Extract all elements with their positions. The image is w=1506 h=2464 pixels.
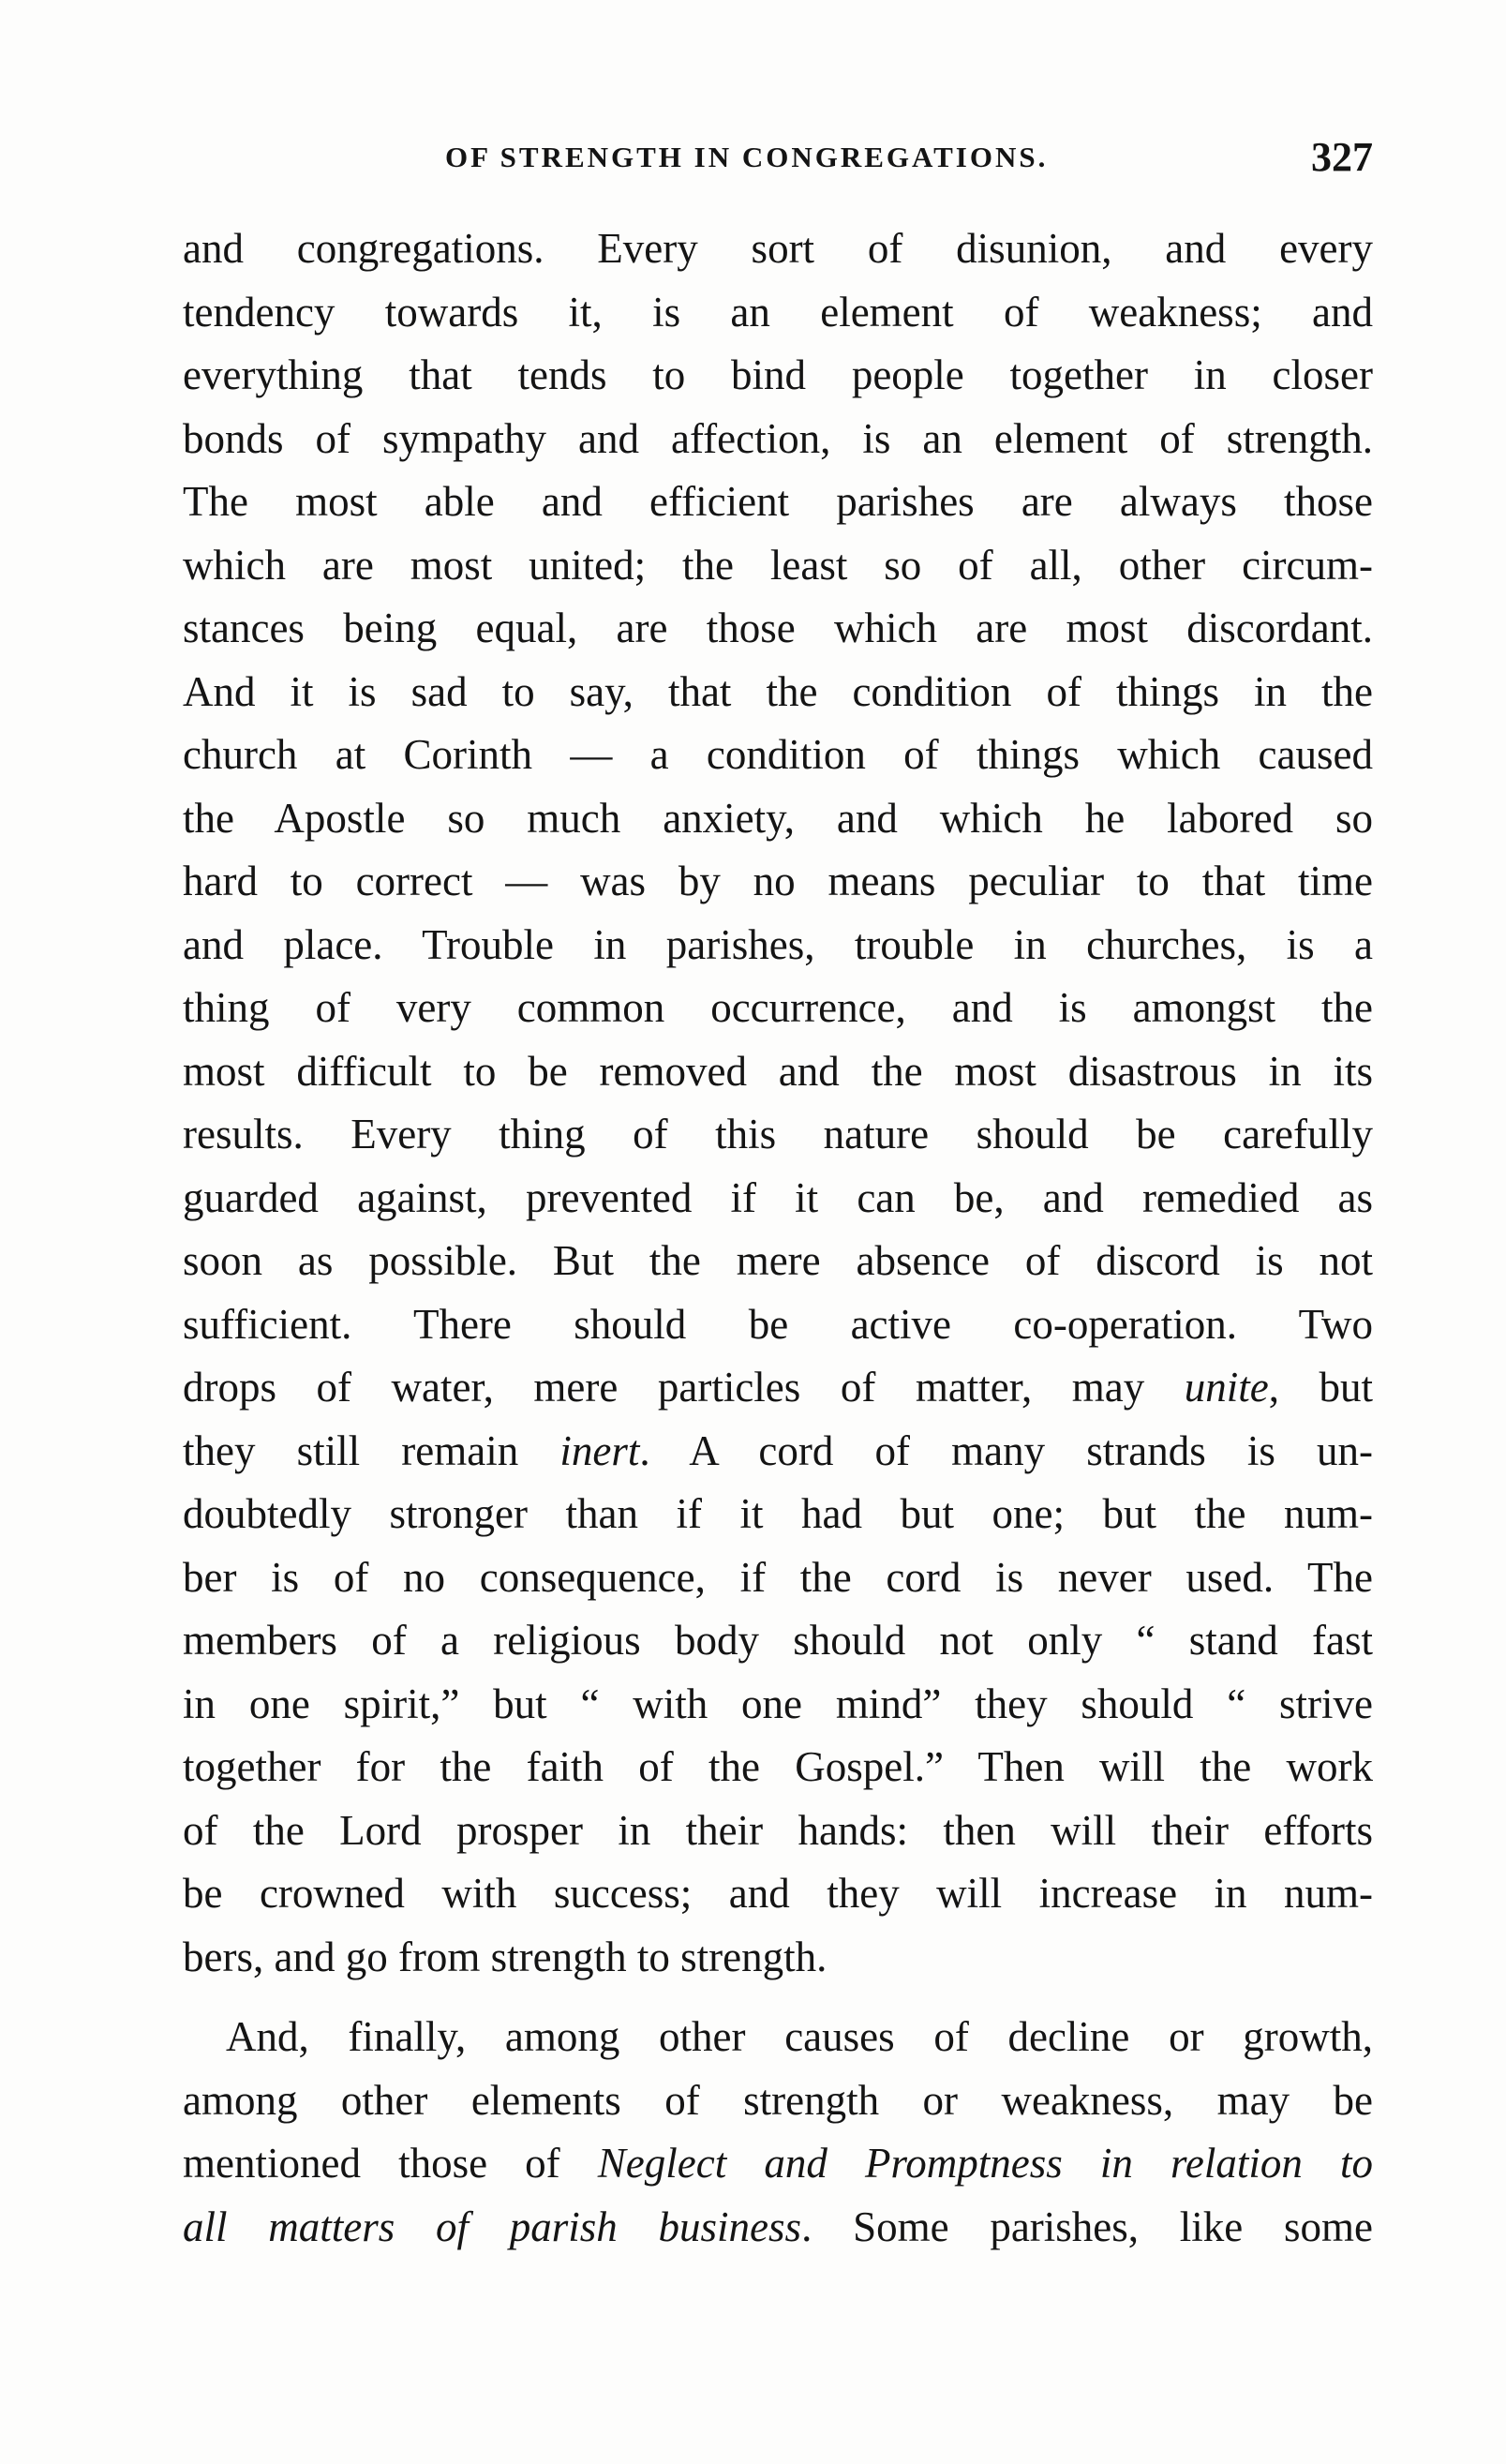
text-run: drops of water, mere particles of matter, may — [183, 1364, 1185, 1411]
text-line — [183, 1420, 1373, 1484]
italic-run: unite — [1184, 1364, 1269, 1411]
running-title: OF STRENGTH IN CONGREGATIONS. — [445, 141, 1049, 173]
text-line: And it is sad to say, that the condition of things in the — [183, 667, 1373, 715]
text-line: And, finally, among other causes of decline or growth, — [226, 2013, 1373, 2060]
paragraph-2 — [183, 2006, 1373, 2259]
text-line: soon as possible. But the mere absence of discord is not — [183, 1237, 1373, 1284]
text-line: results. Every thing of this nature should be carefully — [183, 1111, 1373, 1157]
text-line: of the Lord prosper in their hands: then will their efforts — [183, 1806, 1373, 1854]
text-line: among other elements of strength or weakness, may be — [183, 2076, 1373, 2124]
running-head — [183, 133, 1373, 189]
text-line: everything that tends to bind people together in closer — [183, 351, 1373, 398]
text-line: which are most united; the least so of all, other circum- — [183, 541, 1373, 589]
paragraph-gap — [183, 1989, 1373, 2006]
text-line: members of a religious body should not only “ stand fast — [183, 1617, 1373, 1664]
text-run: . A cord of many strands is un- — [639, 1426, 1373, 1474]
text-line: be crowned with success; and they will increase in num- — [183, 1870, 1373, 1917]
text-line: guarded against, prevented if it can be, and remedied as — [183, 1173, 1373, 1221]
text-line: and congregations. Every sort of disunion, and every — [183, 225, 1373, 272]
text-line: the Apostle so much anxiety, and which he labored so — [183, 794, 1373, 842]
text-line: most difficult to be removed and the most disastrous in its — [183, 1047, 1373, 1095]
italic-run: all matters of parish business — [183, 2203, 802, 2250]
text-line: stances being equal, are those which are most discordant. — [183, 605, 1373, 651]
text-line — [183, 2132, 1373, 2196]
text-line: sufficient. There should be active co-operation. Two — [183, 1300, 1373, 1348]
paragraph-1 — [183, 217, 1373, 1989]
text-line — [183, 2196, 1373, 2260]
text-line: doubtedly stronger than if it had but one; but the num- — [183, 1490, 1373, 1537]
text-line: The most able and efficient parishes are always those — [183, 478, 1373, 525]
italic-run: inert — [559, 1426, 640, 1474]
text-line: bonds of sympathy and affection, is an element of strength. — [183, 414, 1373, 462]
body-text — [183, 217, 1373, 2259]
italic-run: Neglect and Promptness in relation to — [597, 2140, 1373, 2187]
text-line — [183, 1356, 1373, 1420]
text-run: they still remain — [183, 1426, 560, 1474]
text-run: , but — [1268, 1364, 1373, 1411]
text-line: ber is of no consequence, if the cord is never used. The — [183, 1553, 1373, 1601]
text-line: and place. Trouble in parishes, trouble in churches, is a — [183, 920, 1373, 968]
page-number: 327 — [1311, 134, 1373, 180]
text-run: . Some parishes, like some — [801, 2203, 1373, 2250]
text-line: together for the faith of the Gospel.” Then will the work — [183, 1743, 1373, 1790]
text-line: thing of very common occurrence, and is amongst the — [183, 984, 1373, 1031]
text-run: mentioned those of — [183, 2140, 598, 2187]
text-line: in one spirit,” but “ with one mind” they should “ strive — [183, 1680, 1373, 1727]
text-line: hard to correct — was by no means peculiar to that time — [183, 858, 1373, 904]
text-line: bers, and go from strength to strength. — [183, 1933, 828, 1980]
text-line: church at Corinth — a condition of things which caused — [183, 731, 1373, 778]
text-line: tendency towards it, is an element of weakness; and — [183, 288, 1373, 336]
